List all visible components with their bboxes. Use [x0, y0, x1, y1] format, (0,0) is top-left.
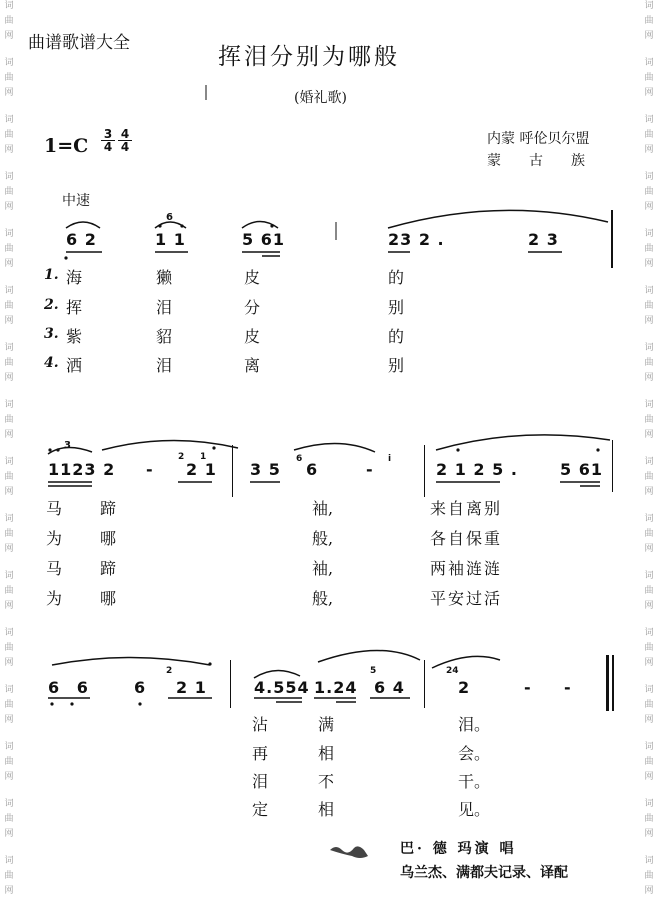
watermark-char: 网	[4, 88, 14, 98]
s1-v2-w3: 分	[244, 298, 261, 317]
s3-v1-w2: 满	[318, 715, 335, 734]
s2-note-3: 2 1	[186, 460, 217, 479]
watermark-char: 词	[4, 400, 14, 410]
watermark-char: 网	[644, 430, 654, 440]
s1-verse2-num: 2.	[44, 297, 59, 313]
watermark-char: 网	[4, 601, 14, 611]
origin-line2: 蒙古族	[487, 153, 613, 169]
watermark-char: 词	[4, 229, 14, 239]
watermark-char: 曲	[4, 871, 14, 881]
barline-s3-1	[230, 660, 231, 708]
watermark-char: 词	[4, 172, 14, 182]
s1-verse1-num: 1.	[44, 267, 59, 283]
s3-v3-w2: 不	[318, 772, 335, 791]
watermark-char: 词	[644, 229, 654, 239]
watermark-char: 曲	[644, 16, 654, 26]
s2-v1-w4: 来自离别	[430, 499, 503, 518]
s2-v3-w1: 马	[46, 559, 63, 578]
s2-note-7: 2 1 2 5 .	[436, 460, 518, 479]
s3-v2-w3: 会。	[458, 744, 491, 763]
watermark-char: 词	[644, 571, 654, 581]
barline-s2-2	[424, 445, 425, 497]
s1-v3-w4: 的	[388, 327, 405, 346]
s2-grace-5: i	[388, 454, 392, 464]
s3-grace-2: 5	[370, 666, 377, 676]
watermark-char: 词	[644, 286, 654, 296]
watermark-char: 网	[644, 601, 654, 611]
key-signature: 1=C	[44, 135, 89, 157]
s3-note-9: -	[564, 678, 572, 697]
s1-v4-w1: 洒	[66, 356, 83, 375]
s2-v3-w2: 蹄	[100, 559, 117, 578]
watermark-char: 曲	[644, 643, 654, 653]
s2-v3-w4: 两袖涟涟	[430, 559, 503, 578]
origin-line1: 内蒙 呼伦贝尔盟	[487, 131, 590, 147]
watermark-char: 曲	[644, 301, 654, 311]
s2-v4-w1: 为	[46, 589, 63, 608]
watermark-char: 词	[644, 343, 654, 353]
s2-v3-w3: 袖,	[312, 559, 334, 578]
watermark-char: 网	[644, 715, 654, 725]
watermark-char: 网	[4, 202, 14, 212]
s2-v2-w4: 各自保重	[430, 529, 503, 548]
s3-v3-w3: 干。	[458, 772, 491, 791]
watermark-char: 网	[644, 829, 654, 839]
watermark-char: 网	[4, 487, 14, 497]
watermark-char: 曲	[4, 757, 14, 767]
s2-v2-w3: 般,	[312, 529, 334, 548]
watermark-char: 网	[4, 772, 14, 782]
s3-grace-3: 24	[446, 666, 459, 676]
watermark-char: 网	[4, 829, 14, 839]
s2-grace-3: 1	[200, 452, 207, 462]
watermark-char: 曲	[4, 187, 14, 197]
barline-s3-final	[612, 655, 614, 711]
watermark-char: 网	[644, 373, 654, 383]
s3-note-1: 6 6	[48, 678, 94, 697]
watermark-char: 曲	[4, 586, 14, 596]
s1-v1-w4: 的	[388, 268, 405, 287]
watermark-char: 曲	[4, 130, 14, 140]
s1-note-4: 23 2 .	[388, 230, 445, 249]
s2-note-1: 1123 2	[48, 460, 116, 479]
song-title: 挥泪分别为哪般	[218, 44, 400, 70]
s3-v4-w2: 相	[318, 800, 335, 819]
watermark-char: 词	[644, 400, 654, 410]
s3-note-5: 1.24	[314, 678, 358, 697]
watermark-char: 网	[644, 487, 654, 497]
s1-grace-1: 6	[166, 212, 173, 223]
watermark-char: 词	[4, 799, 14, 809]
watermark-char: 词	[4, 1, 14, 11]
s3-v3-w1: 泪	[252, 772, 269, 791]
watermark-char: 曲	[644, 757, 654, 767]
s2-v1-w3: 袖,	[312, 499, 334, 518]
watermark-char: 曲	[4, 415, 14, 425]
watermark-char: 词	[644, 628, 654, 638]
tempo-marking: 中速	[62, 193, 90, 209]
s1-v4-w4: 别	[388, 356, 405, 375]
watermark-char: 网	[644, 202, 654, 212]
watermark-char: 网	[644, 886, 654, 896]
watermark-char: 曲	[644, 472, 654, 482]
watermark-char: 曲	[644, 415, 654, 425]
watermark-char: 曲	[4, 472, 14, 482]
watermark-char: 网	[4, 316, 14, 326]
s2-v1-w2: 蹄	[100, 499, 117, 518]
watermark-char: 词	[4, 58, 14, 68]
watermark-char: 曲	[4, 814, 14, 824]
watermark-char: 曲	[4, 301, 14, 311]
watermark-char: 词	[644, 685, 654, 695]
watermark-char: 网	[644, 772, 654, 782]
watermark-char: 曲	[644, 358, 654, 368]
s2-note-8: 5 61	[560, 460, 603, 479]
watermark-char: 词	[4, 514, 14, 524]
watermark-char: 网	[4, 259, 14, 269]
watermark-char: 词	[644, 58, 654, 68]
barline-s2-end	[612, 440, 613, 492]
s1-v3-w3: 皮	[244, 327, 261, 346]
site-label: 曲谱歌谱大全	[28, 33, 130, 53]
s1-note-3: 5 61	[242, 230, 285, 249]
s2-grace-2: 2	[178, 452, 185, 462]
s1-note-1: 6 2	[66, 230, 97, 249]
watermark-char: 词	[644, 514, 654, 524]
watermark-char: 网	[644, 658, 654, 668]
watermark-char: 曲	[644, 814, 654, 824]
barline-s2-1	[232, 445, 233, 497]
s3-v4-w3: 见。	[458, 800, 491, 819]
watermark-char: 词	[4, 742, 14, 752]
watermark-char: 网	[4, 373, 14, 383]
watermark-char: 词	[644, 742, 654, 752]
s2-v4-w3: 般,	[312, 589, 334, 608]
watermark-char: 词	[644, 115, 654, 125]
watermark-char: 曲	[644, 187, 654, 197]
watermark-char: 词	[4, 286, 14, 296]
meter2-den: 4	[120, 140, 130, 154]
meter2-num: 4	[118, 128, 132, 141]
s3-note-3: 2 1	[176, 678, 207, 697]
s2-grace-4: 6	[296, 454, 303, 464]
s1-note-2: 1 1	[155, 230, 186, 249]
watermark-char: 曲	[4, 643, 14, 653]
watermark-char: 网	[4, 658, 14, 668]
s2-note-5: 6	[306, 460, 319, 479]
watermark-char: 词	[644, 1, 654, 11]
watermark-char: 网	[644, 88, 654, 98]
watermark-char: 网	[4, 544, 14, 554]
watermark-char: 词	[4, 457, 14, 467]
s1-v3-w1: 紫	[66, 327, 83, 346]
meter1-den: 4	[103, 140, 113, 154]
watermark-char: 网	[644, 31, 654, 41]
watermark-char: 曲	[4, 73, 14, 83]
watermark-char: 曲	[4, 700, 14, 710]
watermark-char: 词	[644, 457, 654, 467]
s1-v2-w2: 泪	[156, 298, 173, 317]
s1-verse3-num: 3.	[44, 326, 59, 342]
s1-v2-w4: 别	[388, 298, 405, 317]
barline-s3-thick	[606, 655, 609, 711]
s1-v4-w3: 离	[244, 356, 261, 375]
s3-note-2: 6	[134, 678, 147, 697]
s1-v2-w1: 挥	[66, 298, 83, 317]
s1-note-5: 2 3	[528, 230, 559, 249]
watermark-char: 词	[4, 115, 14, 125]
s1-v3-w2: 貂	[156, 327, 173, 346]
s2-note-6: -	[366, 460, 374, 479]
s3-grace-1: 2	[166, 666, 173, 676]
transcriber-credit: 乌兰杰、满都夫记录、译配	[400, 865, 568, 881]
watermark-char: 词	[4, 628, 14, 638]
watermark-char: 网	[644, 544, 654, 554]
watermark-char: 网	[4, 145, 14, 155]
watermark-char: 词	[4, 571, 14, 581]
watermark-char: 曲	[644, 73, 654, 83]
watermark-char: 曲	[4, 529, 14, 539]
watermark-char: 词	[4, 856, 14, 866]
song-subtitle: (婚礼歌)	[294, 90, 347, 106]
watermark-char: 词	[644, 172, 654, 182]
watermark-char: 网	[4, 715, 14, 725]
watermark-char: 网	[644, 145, 654, 155]
s2-v2-w2: 哪	[100, 529, 117, 548]
s1-verse4-num: 4.	[44, 355, 59, 371]
watermark-char: 曲	[644, 700, 654, 710]
watermark-char: 词	[644, 799, 654, 809]
s3-v2-w2: 相	[318, 744, 335, 763]
s2-v4-w2: 哪	[100, 589, 117, 608]
watermark-char: 曲	[644, 244, 654, 254]
performer-credit: 巴· 德 玛演 唱	[400, 841, 517, 857]
watermark-char: 曲	[4, 358, 14, 368]
watermark-char: 网	[4, 430, 14, 440]
watermark-char: 网	[4, 31, 14, 41]
watermark-char: 曲	[4, 16, 14, 26]
watermark-char: 词	[4, 343, 14, 353]
s3-v1-w3: 泪。	[458, 715, 491, 734]
s3-v4-w1: 定	[252, 800, 269, 819]
watermark-char: 词	[4, 685, 14, 695]
s3-note-8: -	[524, 678, 532, 697]
s2-grace-1: 3	[64, 440, 71, 451]
s3-v1-w1: 沾	[252, 715, 269, 734]
s2-v1-w1: 马	[46, 499, 63, 518]
s1-v1-w3: 皮	[244, 268, 261, 287]
barline-s3-2	[424, 660, 425, 708]
watermark-char: 网	[644, 316, 654, 326]
s1-v4-w2: 泪	[156, 356, 173, 375]
watermark-char: 词	[644, 856, 654, 866]
s1-v1-w1: 海	[66, 268, 83, 287]
s2-note-2: -	[146, 460, 154, 479]
watermark-char: 曲	[4, 244, 14, 254]
watermark-char: 曲	[644, 529, 654, 539]
watermark-char: 网	[4, 886, 14, 896]
s2-note-4: 3 5	[250, 460, 281, 479]
watermark-char: 曲	[644, 130, 654, 140]
s3-note-6: 6 4	[374, 678, 405, 697]
s2-v2-w1: 为	[46, 529, 63, 548]
s3-v2-w1: 再	[252, 744, 269, 763]
s2-v4-w4: 平安过活	[430, 589, 503, 608]
watermark-char: 网	[644, 259, 654, 269]
s1-v1-w2: 獭	[156, 268, 173, 287]
watermark-char: 曲	[644, 871, 654, 881]
meter1-num: 3	[101, 128, 115, 141]
s3-note-4: 4.554	[254, 678, 310, 697]
barline-s1-end	[611, 210, 613, 268]
s3-note-7: 2	[458, 678, 471, 697]
watermark-char: 曲	[644, 586, 654, 596]
